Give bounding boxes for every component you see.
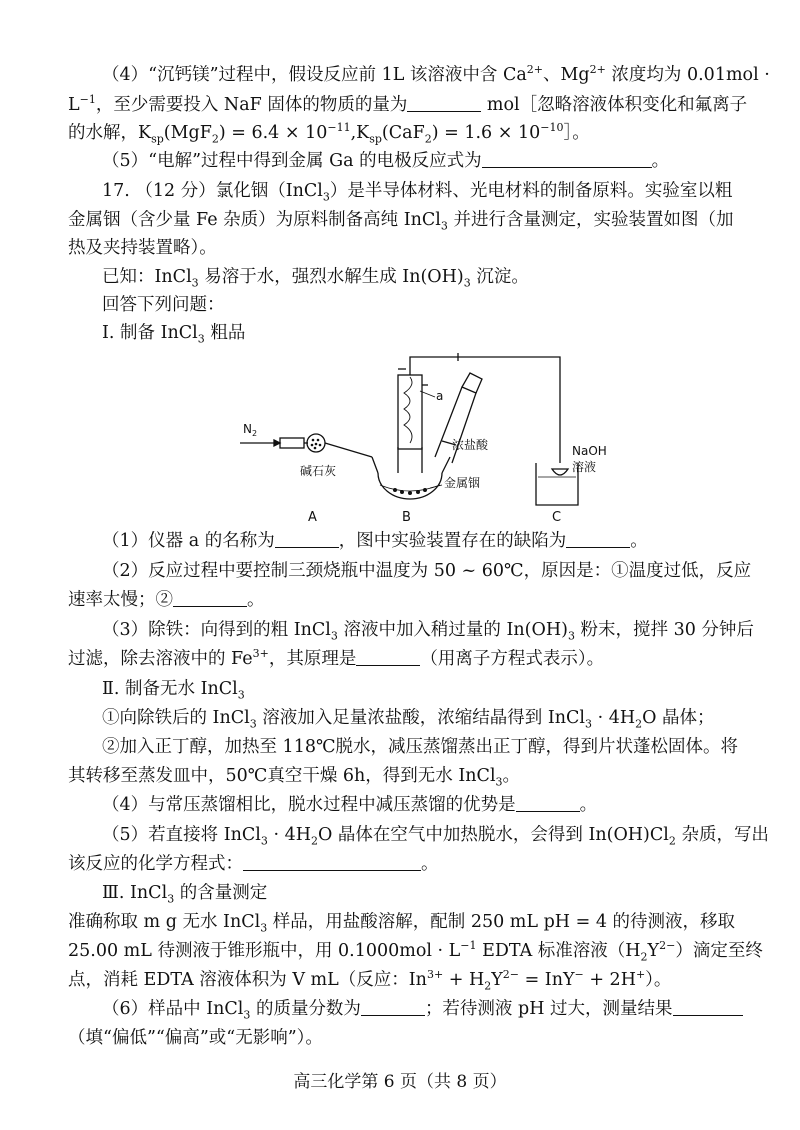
answer-blank[interactable] — [361, 998, 425, 1016]
q17-5-line2: 该反应的化学方程式： 。 — [68, 854, 439, 874]
answer-blank[interactable] — [673, 998, 743, 1016]
metal-indium-label: 金属铟 — [444, 476, 481, 490]
condenser-a — [398, 375, 422, 449]
answer-blank[interactable] — [275, 530, 339, 548]
answer-blank[interactable] — [407, 94, 481, 112]
section-3-line3: 点，消耗 EDTA 溶液体积为 V mL（反应：$In^{3+} + H_2Y^{2-} = InY^- + 2H^+$）。 — [68, 968, 672, 993]
q17-6-line2: （填“偏低”“偏高”或“无影响”）。 — [68, 1028, 323, 1048]
label-A: A — [308, 510, 317, 525]
section-1-heading: Ⅰ. 制备 InCl$_3$ 粗品 — [102, 323, 246, 346]
q16-4-line2: $L^{-1}$，至少需要投入 NaF 固体的物质的量为 mol［忽略溶液体积变化和氟离子 — [68, 93, 748, 115]
q17-3-line1: （3）除铁：向得到的粗 InCl$_3$ 溶液中加入稍过量的 $In(OH)_3$ 粉末，搅拌 30 分钟后 — [102, 620, 754, 643]
conc-hcl-label: 浓盐酸 — [452, 438, 489, 452]
label-C: C — [552, 510, 562, 525]
section-3-heading: Ⅲ. InCl$_3$ 的含量测定 — [102, 883, 268, 906]
metal-indium-pieces — [393, 488, 427, 495]
q16-5: （5）“电解”过程中得到金属 Ga 的电极反应式为 。 — [102, 151, 670, 171]
solution-label: 溶液 — [572, 460, 597, 474]
q17-intro-1: 17. （12 分）氯化铟（InCl$_3$）是半导体材料、光电材料的制备原料。实验室以粗 — [102, 181, 733, 204]
q16-4-line1: （4）“沉钙镁”过程中，假设反应前 1L 该溶液中含 $Ca^{2+}$、$Mg^{2+}$ 浓度均为 0.01mol · — [102, 63, 770, 85]
q17-2-line2: 速率太慢；② 。 — [68, 590, 265, 610]
q17-4: （4）与常压蒸馏相比，脱水过程中减压蒸馏的优势是 。 — [102, 795, 598, 815]
n2-label: $N_2$ — [243, 422, 258, 438]
apparatus-figure — [230, 345, 607, 525]
answer-blank[interactable] — [243, 853, 421, 871]
answer-blank[interactable] — [356, 648, 420, 666]
drying-tube-a — [280, 438, 304, 448]
naoh-label: NaOH — [572, 444, 607, 458]
answer-blank[interactable] — [173, 589, 247, 607]
q17-1: （1）仪器 a 的名称为 ，图中实验装置存在的缺陷为 。 — [102, 531, 648, 551]
q17-intro-3: 热及夹持装置略）。 — [68, 238, 217, 258]
soda-lime-label: 碱石灰 — [300, 464, 337, 478]
q17-3-line2: 过滤，除去溶液中的 $Fe^{3+}$，其原理是 （用离子方程式表示）。 — [68, 647, 605, 669]
answer-blank[interactable] — [566, 530, 630, 548]
q17-2-line1: （2）反应过程中要控制三颈烧瓶中温度为 50 ~ 60℃，原因是：①温度过低，反应 — [102, 561, 752, 581]
q17-intro-2: 金属铟（含少量 Fe 杂质）为原料制备高纯 InCl$_3$ 并进行含量测定，实验装置如图（加 — [68, 210, 734, 233]
section-2-step2-line2: 其转移至蒸发皿中，50℃真空干燥 6h，得到无水 InCl$_3$。 — [68, 766, 521, 789]
label-B: B — [402, 510, 411, 525]
section-3-line1: 准确称取 m g 无水 InCl$_3$ 样品，用盐酸溶解，配制 250 mL pH = 4 的待测液，移取 — [68, 912, 736, 935]
answer-blank[interactable] — [482, 150, 652, 168]
q17-5-line1: （5）若直接将 InCl$_3$ · $4H_2O$ 晶体在空气中加热脱水，会得到 $In(OH)Cl_2$ 杂质，写出 — [102, 825, 769, 848]
q17-known: 已知：InCl$_3$ 易溶于水，强烈水解生成 $In(OH)_3$ 沉淀。 — [102, 267, 529, 290]
section-2-step1: ①向除铁后的 InCl$_3$ 溶液加入足量浓盐酸，浓缩结晶得到 InCl$_3$ · $4H_2O$ 晶体； — [102, 708, 715, 731]
q17-answer-prompt: 回答下列问题： — [102, 295, 225, 315]
answer-blank[interactable] — [516, 794, 580, 812]
label-a: a — [436, 389, 444, 403]
q16-4-line3: 的水解，$K_{sp}(MgF_2) = 6.4 \times 10^{-11},K_{sp}(CaF_2) = 1.6$ × $10^{-10}]$。 — [68, 121, 590, 146]
section-2-heading: Ⅱ. 制备无水 InCl$_3$ — [102, 679, 245, 702]
inlet-tube — [325, 443, 372, 457]
three-neck-flask — [378, 473, 442, 499]
section-2-step2-line1: ②加入正丁醇，加热至 118℃脱水，减压蒸馏蒸出正丁醇，得到片状蓬松固体。将 — [102, 737, 739, 757]
page-footer: 高三化学第 6 页（共 8 页） — [293, 1072, 507, 1092]
q17-6-line1: （6）样品中 InCl$_3$ 的质量分数为 ；若待测液 pH 过大，测量结果 — [102, 996, 782, 1022]
section-3-line2: 25.00 mL 待测液于锥形瓶中，用 $0.1000mol \cdot L^{-1}$ EDTA 标准溶液$(H_2Y^{2-})$滴定至终 — [68, 939, 763, 964]
